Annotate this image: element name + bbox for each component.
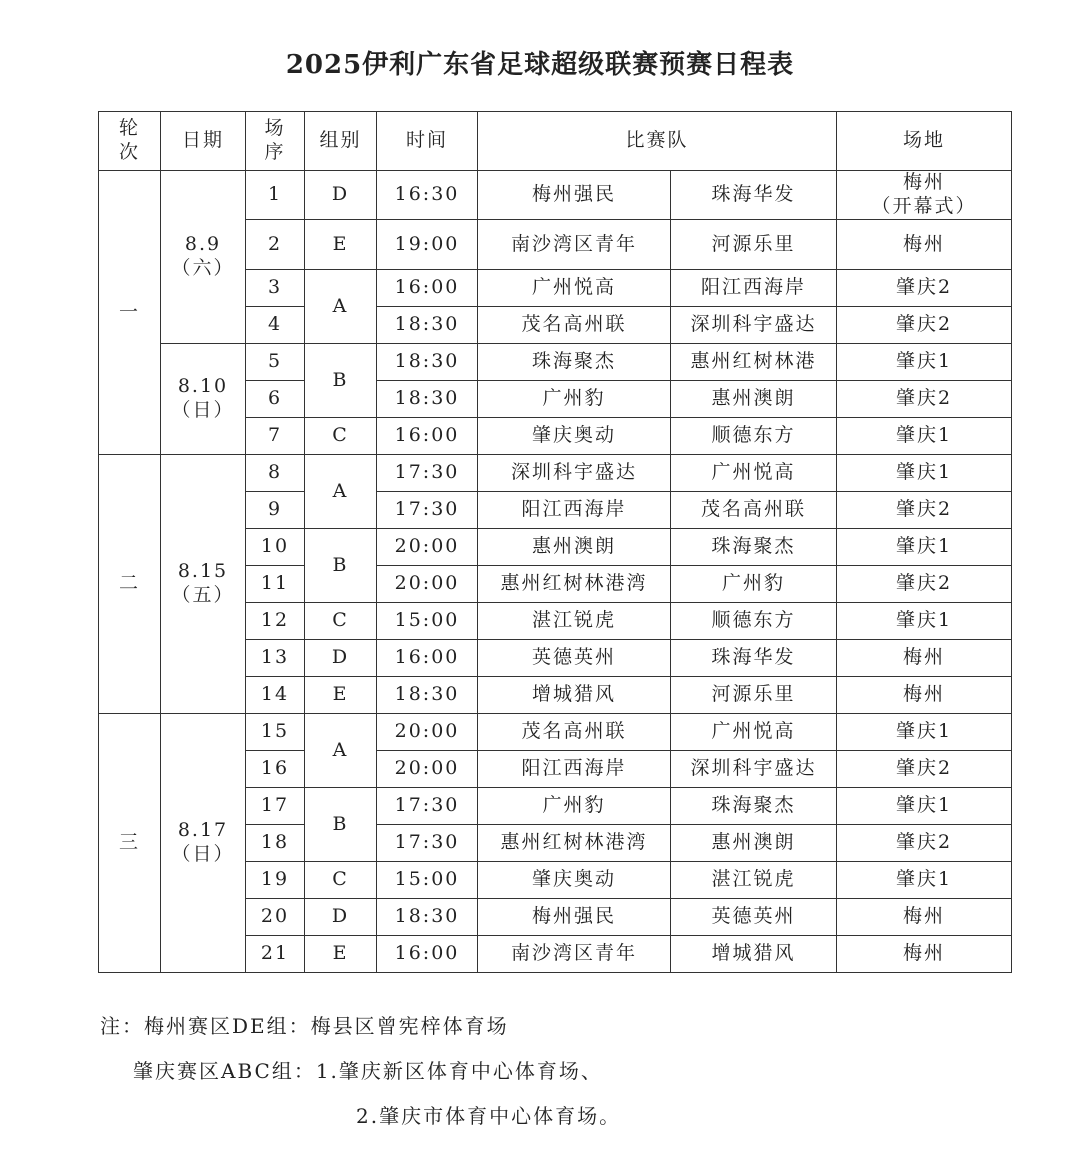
match-number: 11	[246, 566, 305, 603]
header-teams: 比赛队	[478, 112, 837, 171]
away-team: 湛江锐虎	[671, 862, 837, 899]
away-team: 顺德东方	[671, 418, 837, 455]
match-venue	[837, 899, 1012, 936]
match-venue	[837, 270, 1012, 307]
match-group: D	[305, 171, 377, 220]
venue-name: 肇庆1	[895, 461, 953, 484]
match-group: D	[305, 899, 377, 936]
match-time: 18:30	[377, 677, 478, 714]
match-group: E	[305, 677, 377, 714]
header-row	[99, 112, 1012, 171]
match-group: B	[305, 788, 377, 862]
venue-name: 肇庆2	[895, 387, 953, 410]
venue-name: 梅州	[903, 232, 946, 255]
match-number: 2	[246, 220, 305, 270]
match-number: 20	[246, 899, 305, 936]
venue-name: 梅州	[903, 942, 946, 965]
match-number: 21	[246, 936, 305, 973]
home-team: 肇庆奥动	[478, 418, 671, 455]
note-line-2: 肇庆赛区ABC组：1.肇庆新区体育中心体育场、	[133, 1059, 603, 1083]
away-team: 顺德东方	[671, 603, 837, 640]
home-team: 梅州强民	[478, 899, 671, 936]
home-team: 广州豹	[478, 381, 671, 418]
venue-name: 肇庆1	[895, 794, 953, 817]
away-team: 珠海华发	[671, 171, 837, 220]
away-team: 珠海聚杰	[671, 529, 837, 566]
match-number: 19	[246, 862, 305, 899]
date-value: 8.17	[177, 819, 229, 842]
match-number: 9	[246, 492, 305, 529]
match-time: 16:00	[377, 936, 478, 973]
match-time: 18:30	[377, 307, 478, 344]
match-number: 17	[246, 788, 305, 825]
match-time: 18:30	[377, 344, 478, 381]
match-time: 20:00	[377, 566, 478, 603]
home-team: 湛江锐虎	[478, 603, 671, 640]
venue-name: 肇庆1	[895, 868, 953, 891]
match-time: 17:30	[377, 455, 478, 492]
away-team: 惠州澳朗	[671, 381, 837, 418]
away-team: 河源乐里	[671, 677, 837, 714]
home-team: 肇庆奥动	[478, 862, 671, 899]
match-venue	[837, 862, 1012, 899]
match-number: 16	[246, 751, 305, 788]
header-time: 时间	[377, 112, 478, 171]
match-group: E	[305, 220, 377, 270]
match-row	[99, 344, 1012, 381]
match-number: 8	[246, 455, 305, 492]
away-team: 惠州澳朗	[671, 825, 837, 862]
match-time: 19:00	[377, 220, 478, 270]
away-team: 深圳科宇盛达	[671, 751, 837, 788]
match-group: A	[305, 455, 377, 529]
venue-name: 肇庆2	[895, 572, 953, 595]
date-weekday: （日）	[171, 843, 235, 865]
match-number: 4	[246, 307, 305, 344]
home-team: 深圳科宇盛达	[478, 455, 671, 492]
home-team: 梅州强民	[478, 171, 671, 220]
match-venue	[837, 936, 1012, 973]
venue-name: 肇庆1	[895, 720, 953, 743]
away-team: 河源乐里	[671, 220, 837, 270]
match-venue	[837, 492, 1012, 529]
match-group: C	[305, 862, 377, 899]
away-team: 增城猎风	[671, 936, 837, 973]
match-row	[99, 171, 1012, 220]
note-line-1: 注：梅州赛区DE组：梅县区曾宪梓体育场	[100, 1014, 509, 1038]
away-team: 惠州红树林港	[671, 344, 837, 381]
match-time: 16:00	[377, 270, 478, 307]
away-team: 珠海聚杰	[671, 788, 837, 825]
match-time: 15:00	[377, 603, 478, 640]
home-team: 阳江西海岸	[478, 751, 671, 788]
match-date	[161, 714, 246, 973]
match-number: 1	[246, 171, 305, 220]
match-number: 15	[246, 714, 305, 751]
away-team: 广州悦高	[671, 714, 837, 751]
match-group: D	[305, 640, 377, 677]
match-venue	[837, 220, 1012, 270]
match-time: 16:00	[377, 418, 478, 455]
venue-note: （开幕式）	[871, 195, 977, 217]
match-time: 20:00	[377, 751, 478, 788]
match-number: 5	[246, 344, 305, 381]
match-time: 20:00	[377, 714, 478, 751]
date-value: 8.10	[177, 375, 229, 398]
match-venue	[837, 677, 1012, 714]
match-venue	[837, 171, 1012, 220]
home-team: 茂名高州联	[478, 307, 671, 344]
match-time: 17:30	[377, 492, 478, 529]
match-time: 20:00	[377, 529, 478, 566]
venue-name: 肇庆1	[895, 424, 953, 447]
match-time: 15:00	[377, 862, 478, 899]
venue-name: 肇庆2	[895, 498, 953, 521]
match-row	[99, 714, 1012, 751]
round-label: 二	[99, 455, 161, 714]
match-venue	[837, 381, 1012, 418]
date-value: 8.15	[177, 560, 229, 583]
match-time: 18:30	[377, 899, 478, 936]
away-team: 深圳科宇盛达	[671, 307, 837, 344]
round-label: 一	[99, 171, 161, 455]
venue-name: 梅州	[903, 683, 946, 706]
match-group: E	[305, 936, 377, 973]
match-venue	[837, 455, 1012, 492]
match-venue	[837, 640, 1012, 677]
home-team: 广州悦高	[478, 270, 671, 307]
match-venue	[837, 344, 1012, 381]
match-number: 12	[246, 603, 305, 640]
match-time: 17:30	[377, 788, 478, 825]
match-group: B	[305, 529, 377, 603]
header-date: 日期	[161, 112, 246, 171]
match-number: 13	[246, 640, 305, 677]
match-group: C	[305, 418, 377, 455]
match-date	[161, 344, 246, 455]
match-number: 18	[246, 825, 305, 862]
match-time: 16:00	[377, 640, 478, 677]
note-line-3: 2.肇庆市体育中心体育场。	[356, 1104, 622, 1128]
match-venue	[837, 307, 1012, 344]
round-label: 三	[99, 714, 161, 973]
header-venue: 场地	[837, 112, 1012, 171]
home-team: 广州豹	[478, 788, 671, 825]
home-team: 珠海聚杰	[478, 344, 671, 381]
venue-name: 梅州	[903, 646, 946, 669]
home-team: 南沙湾区青年	[478, 220, 671, 270]
home-team: 增城猎风	[478, 677, 671, 714]
away-team: 英德英州	[671, 899, 837, 936]
match-venue	[837, 603, 1012, 640]
venue-name: 肇庆2	[895, 757, 953, 780]
away-team: 珠海华发	[671, 640, 837, 677]
match-number: 14	[246, 677, 305, 714]
match-date	[161, 171, 246, 344]
match-date	[161, 455, 246, 714]
match-row	[99, 455, 1012, 492]
venue-name: 梅州	[903, 171, 946, 194]
date-weekday: （日）	[171, 399, 235, 421]
match-group: A	[305, 714, 377, 788]
schedule-table	[98, 111, 1012, 973]
match-venue	[837, 566, 1012, 603]
match-venue	[837, 714, 1012, 751]
home-team: 惠州红树林港湾	[478, 566, 671, 603]
match-number: 6	[246, 381, 305, 418]
home-team: 茂名高州联	[478, 714, 671, 751]
venue-name: 梅州	[903, 905, 946, 928]
match-venue	[837, 788, 1012, 825]
venue-name: 肇庆2	[895, 313, 953, 336]
home-team: 惠州红树林港湾	[478, 825, 671, 862]
venue-name: 肇庆1	[895, 609, 953, 632]
page-title: 2025伊利广东省足球超级联赛预赛日程表	[285, 50, 795, 80]
venue-name: 肇庆1	[895, 535, 953, 558]
match-time: 16:30	[377, 171, 478, 220]
date-weekday: （五）	[171, 584, 235, 606]
home-team: 惠州澳朗	[478, 529, 671, 566]
match-venue	[837, 751, 1012, 788]
match-time: 17:30	[377, 825, 478, 862]
match-group: A	[305, 270, 377, 344]
match-number: 7	[246, 418, 305, 455]
venue-name: 肇庆2	[895, 276, 953, 299]
match-venue	[837, 825, 1012, 862]
header-round: 轮次	[99, 112, 161, 171]
home-team: 英德英州	[478, 640, 671, 677]
home-team: 南沙湾区青年	[478, 936, 671, 973]
date-value: 8.9	[184, 233, 222, 256]
date-weekday: （六）	[171, 257, 235, 279]
away-team: 茂名高州联	[671, 492, 837, 529]
match-venue	[837, 418, 1012, 455]
away-team: 阳江西海岸	[671, 270, 837, 307]
match-time: 18:30	[377, 381, 478, 418]
match-venue	[837, 529, 1012, 566]
away-team: 广州豹	[671, 566, 837, 603]
away-team: 广州悦高	[671, 455, 837, 492]
match-group: C	[305, 603, 377, 640]
match-group: B	[305, 344, 377, 418]
header-order: 场序	[246, 112, 305, 171]
venue-name: 肇庆1	[895, 350, 953, 373]
match-number: 10	[246, 529, 305, 566]
match-number: 3	[246, 270, 305, 307]
home-team: 阳江西海岸	[478, 492, 671, 529]
header-group: 组别	[305, 112, 377, 171]
venue-name: 肇庆2	[895, 831, 953, 854]
